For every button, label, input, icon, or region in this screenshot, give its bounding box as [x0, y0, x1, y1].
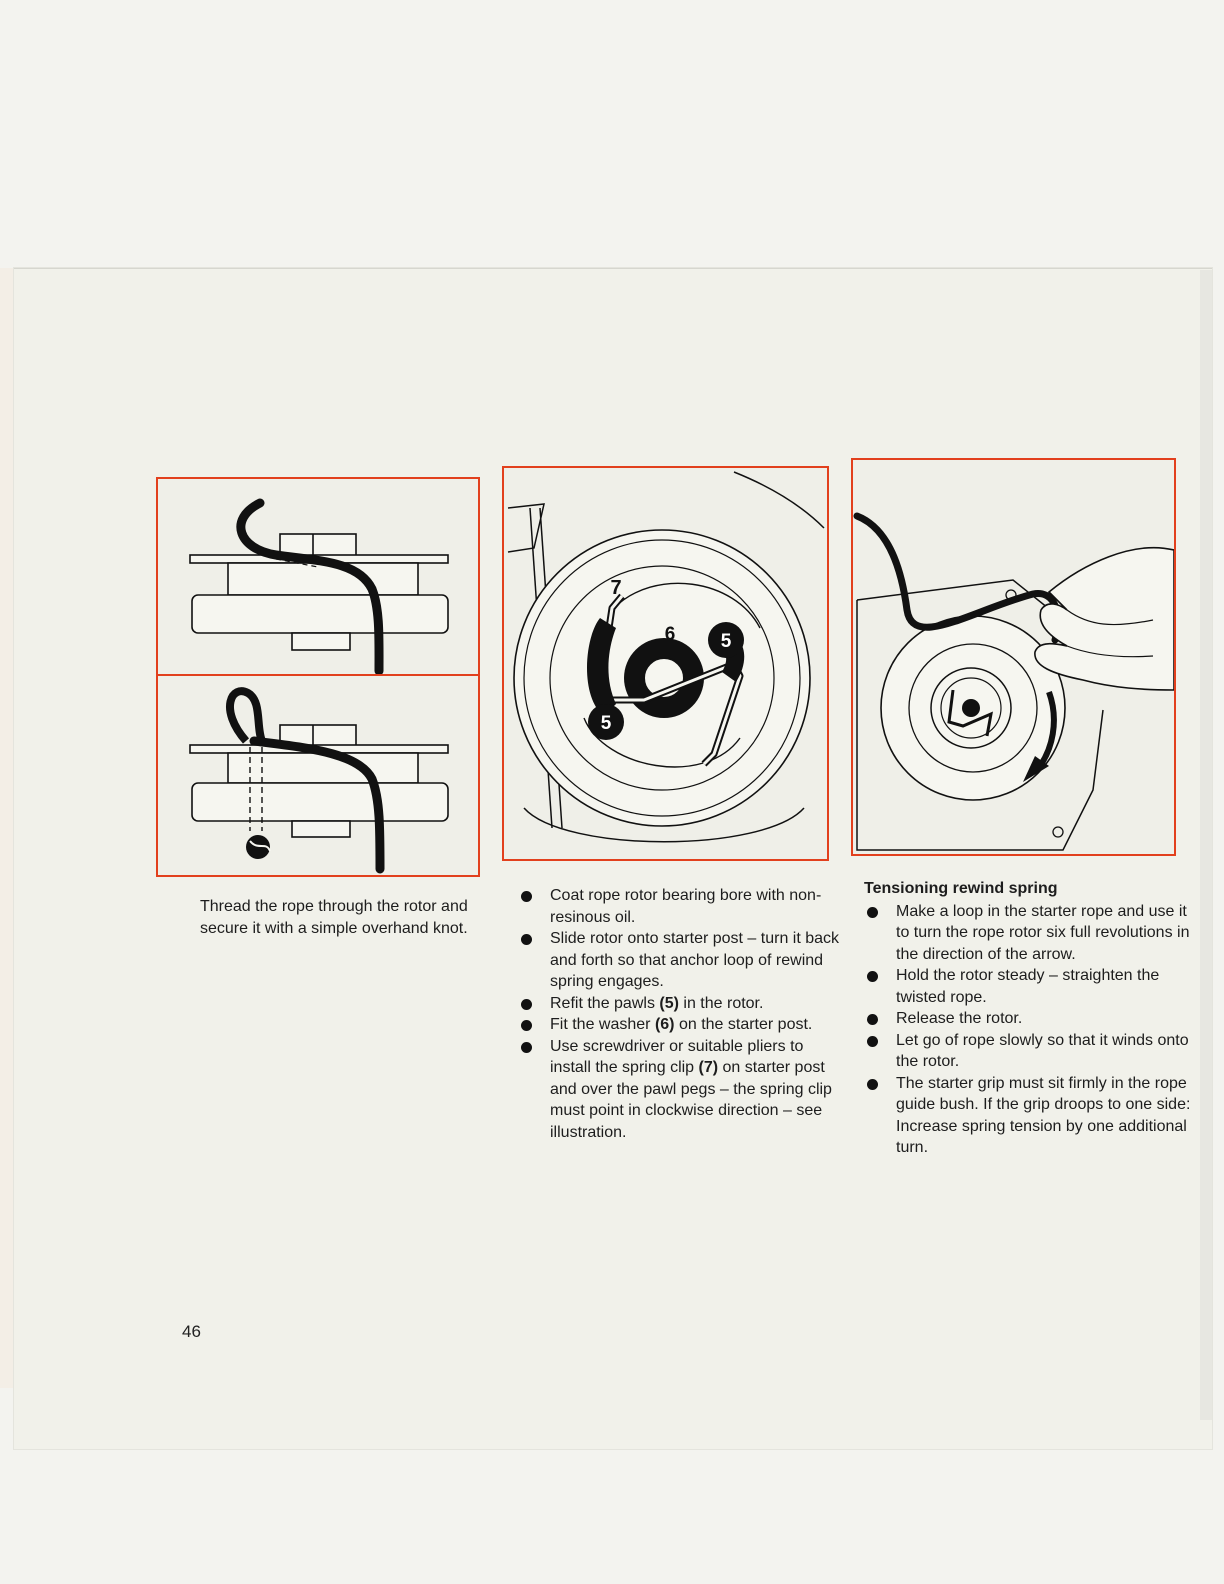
hand: [1035, 548, 1174, 690]
part-reference: (6): [654, 1016, 675, 1033]
rotor-top-view: [190, 534, 448, 650]
step-text: on the starter post.: [674, 1016, 813, 1033]
bullet-icon: [867, 1036, 878, 1047]
step-text: The starter grip must sit firmly in the rope guide bush. If the grip droops to one side: Increase spring tension by one additional turn.: [896, 1074, 1191, 1156]
rotor-assembly-illustration: [504, 468, 827, 859]
starter-rope: [857, 516, 1058, 640]
step-text: Let go of rope slowly so that it winds onto the rotor.: [896, 1031, 1189, 1070]
figure-rope-threading: [156, 477, 480, 877]
assembly-step: [518, 1014, 848, 1036]
tensioning-step: [864, 901, 1194, 966]
rope-loop: [230, 691, 262, 741]
step-text: Use screwdriver or suitable pliers to install the spring clip: [550, 1037, 804, 1076]
step-text: Slide rotor onto starter post – turn it back and forth so that anchor loop of rewind spring engages.: [550, 930, 840, 990]
step-text: Hold the rotor steady – straighten the twisted rope.: [896, 967, 1160, 1006]
bullet-icon: [867, 971, 878, 982]
tensioning-step: [864, 1073, 1194, 1159]
rotor-bottom-view: [190, 725, 448, 837]
part-reference: (5): [659, 994, 679, 1012]
step-text: Make a loop in the starter rope and use it to turn the rope rotor six full revolutions in the direction of the arrow.: [896, 902, 1190, 963]
step-text: on starter post and over the pawl pegs – the spring clip must point in clockwise direction – see illustration.: [550, 1059, 832, 1141]
assembly-step: [518, 993, 848, 1015]
step-text: Coat rope rotor bearing bore with non-resinous oil.: [550, 887, 822, 926]
tensioning-step: [864, 1030, 1194, 1073]
step-text: Fit the washer: [550, 1016, 655, 1033]
tensioning-step: [864, 965, 1194, 1008]
figure-rotor-assembly: [502, 466, 829, 861]
bullet-icon: [867, 1079, 878, 1090]
step-text: in the rotor.: [678, 994, 764, 1012]
part-reference: (7): [698, 1059, 719, 1076]
bullet-icon: [521, 934, 532, 945]
label-spring-clip: 7: [610, 577, 622, 599]
page-edge-right: [1200, 270, 1212, 1420]
label-washer: 6: [664, 624, 676, 645]
bullet-icon: [521, 1020, 532, 1031]
section-heading: Tensioning rewind spring: [864, 880, 1058, 897]
bullet-icon: [867, 1014, 878, 1025]
bullet-icon: [867, 907, 878, 918]
tensioning-section: [864, 878, 1194, 1159]
tensioning-illustration: [853, 460, 1174, 854]
rope-threading-illustration: [158, 479, 478, 875]
figure-tensioning-spring: [851, 458, 1176, 856]
bullet-icon: [521, 1042, 532, 1053]
page-number: 46: [182, 1322, 201, 1341]
label-pawl-left: 5: [600, 713, 612, 734]
bullet-icon: [521, 891, 532, 902]
assembly-step: [518, 928, 848, 993]
step-text: Release the rotor.: [896, 1010, 1023, 1027]
caption-rope-thread: Thread the rope through the rotor and secure it with a simple overhand knot.: [200, 898, 468, 937]
assembly-steps: [518, 885, 848, 1143]
step-text: Refit the pawls: [550, 994, 660, 1012]
assembly-step: [518, 885, 848, 928]
tensioning-step: [864, 1008, 1194, 1030]
figure-divider: [158, 674, 478, 676]
assembly-step: [518, 1036, 848, 1144]
label-pawl-right: 5: [720, 631, 732, 652]
bullet-icon: [521, 999, 532, 1010]
